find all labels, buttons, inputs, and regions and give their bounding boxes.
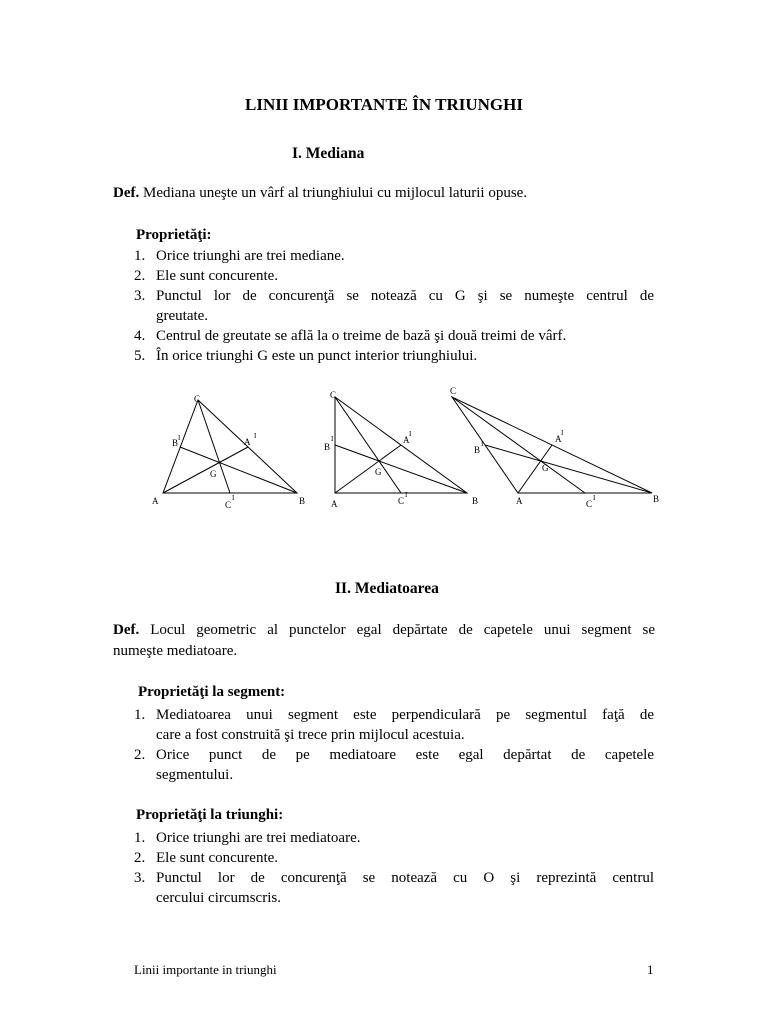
median-line [452, 397, 585, 493]
prime-mark: I [254, 432, 257, 440]
median-line [335, 445, 401, 493]
list-number: 1. [134, 830, 146, 846]
median-line [485, 445, 652, 493]
page-number: 1 [647, 962, 654, 977]
list-text: Ele sunt concurente. [156, 850, 279, 866]
midpoint-label: B [172, 438, 179, 448]
list-item [134, 346, 654, 366]
list-text: În orice triunghi G este un punct interior triunghiului. [156, 348, 478, 364]
definition-text: Locul geometric al punctelor egal depărtate de capetele unui segment se [139, 622, 655, 638]
triangle-properties-heading: Proprietăţi la triunghi: [136, 807, 284, 823]
median-line [180, 447, 297, 493]
definition-mediana [113, 185, 527, 202]
median-figures [140, 380, 680, 515]
prime-mark: I [409, 430, 412, 438]
prime-mark: I [561, 429, 564, 437]
properties-list-mediana [134, 246, 654, 366]
triangle-1 [163, 400, 297, 493]
list-text: Orice triunghi are trei mediane. [156, 248, 345, 264]
vertex-label: C [194, 394, 201, 404]
median-line [335, 445, 467, 493]
vertex-label: B [299, 496, 306, 506]
list-text: Punctul lor de concurenţă se notează cu O şi reprezintă centrul [156, 870, 654, 886]
segment-properties-heading: Proprietăţi la segment: [138, 684, 286, 700]
midpoint-label: C [225, 500, 232, 510]
list-text-continued: cercului circumscris. [156, 890, 281, 906]
list-text: Ele sunt concurente. [156, 268, 279, 284]
list-item [134, 745, 654, 785]
list-number: 1. [134, 707, 146, 723]
centroid-label: G [210, 469, 217, 479]
prime-mark: I [481, 440, 484, 448]
prime-mark: I [593, 494, 596, 502]
definition-label: Def. [113, 622, 140, 638]
prime-mark: I [232, 494, 235, 502]
midpoint-label: C [398, 496, 405, 506]
list-item [134, 848, 654, 868]
list-number: 2. [134, 747, 146, 763]
definition-text: Mediana uneşte un vârf al triunghiului cu mijlocul laturii opuse. [139, 185, 528, 201]
list-text: Orice punct de pe mediatoare este egal depărtat de capetele [156, 747, 654, 763]
vertex-label: A [152, 496, 159, 506]
list-number: 1. [134, 248, 146, 264]
vertex-label: A [516, 496, 523, 506]
midpoint-label: A [555, 434, 562, 444]
centroid-label: G [542, 463, 549, 473]
section-heading-mediana: I. Mediana [292, 145, 365, 162]
definition-text-continued: numeşte mediatoare. [113, 643, 238, 659]
list-item [134, 266, 654, 286]
list-item [134, 868, 654, 908]
midpoint-label: C [586, 499, 593, 509]
midpoint-label: B [324, 442, 331, 452]
list-text-continued: care a fost construită şi trece prin mijlocul acestuia. [156, 727, 465, 743]
list-number: 2. [134, 850, 146, 866]
list-text: Punctul lor de concurenţă se notează cu G şi se numeşte centrul de [156, 288, 654, 304]
list-item [134, 326, 654, 346]
prime-mark: I [331, 435, 334, 443]
list-item [134, 705, 654, 745]
list-number: 3. [134, 870, 146, 886]
list-item [134, 828, 654, 848]
midpoint-label: A [244, 437, 251, 447]
midpoint-label: A [403, 435, 410, 445]
list-number: 3. [134, 288, 146, 304]
prime-mark: I [405, 491, 408, 499]
median-line [335, 397, 401, 493]
properties-heading: Proprietăţi: [136, 227, 212, 243]
vertex-label: C [450, 386, 457, 396]
centroid-label: G [375, 467, 382, 477]
list-item [134, 286, 654, 326]
list-text: Mediatoarea unui segment este perpendiculară pe segmentul faţă de [156, 707, 654, 723]
list-number: 5. [134, 348, 146, 364]
list-number: 4. [134, 328, 146, 344]
list-number: 2. [134, 268, 146, 284]
list-text: Orice triunghi are trei mediatoare. [156, 830, 361, 846]
list-text: Centrul de greutate se află la o treime de bază şi două treimi de vârf. [156, 328, 567, 344]
definition-mediatoare [113, 622, 655, 639]
page-title: LINII IMPORTANTE ÎN TRIUNGHI [245, 95, 523, 114]
median-line [198, 400, 230, 493]
list-text-continued: greutate. [156, 308, 209, 324]
footer-text: Linii importante in triunghi [134, 962, 277, 977]
list-item [134, 246, 654, 266]
midpoint-label: B [474, 445, 481, 455]
vertex-label: B [472, 496, 479, 506]
definition-label: Def. [113, 185, 140, 201]
vertex-label: A [331, 499, 338, 509]
vertex-label: C [330, 390, 337, 400]
median-line [163, 447, 248, 493]
section-heading-mediatoarea: II. Mediatoarea [335, 580, 439, 597]
segment-properties-list [134, 705, 654, 785]
vertex-label: B [653, 494, 660, 504]
prime-mark: I [178, 434, 181, 442]
list-text-continued: segmentului. [156, 767, 234, 783]
triangle-properties-list [134, 828, 654, 908]
